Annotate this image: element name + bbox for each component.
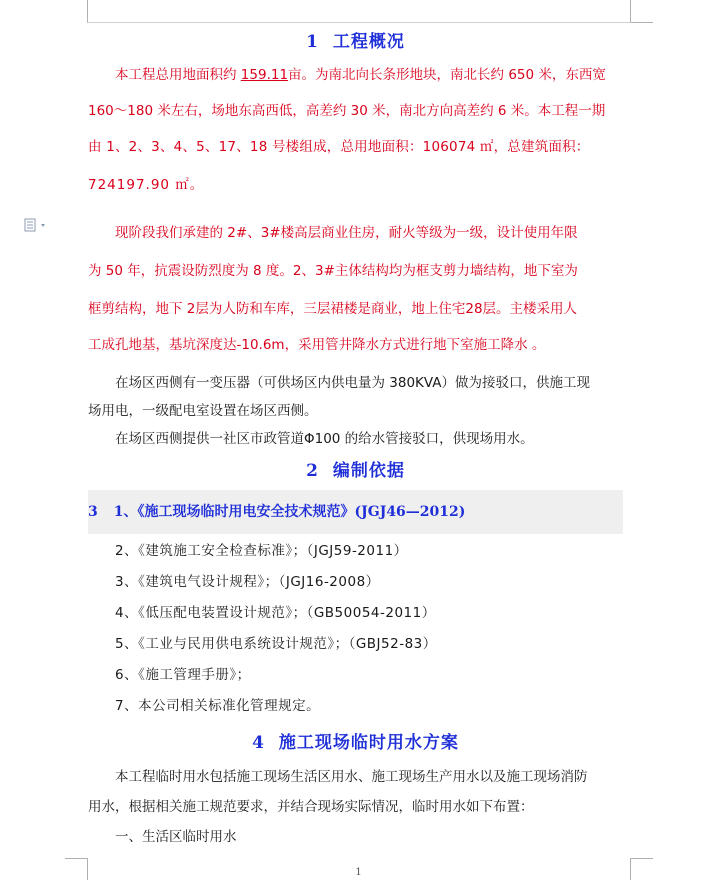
crop-mark-bottom-right-h <box>631 858 653 859</box>
list-item: 7、本公司相关标准化管理规定。 <box>115 698 321 714</box>
list-item: 2、《建筑施工安全检查标准》；（JGJ59-2011） <box>115 543 408 559</box>
crop-mark-top-right <box>630 0 631 22</box>
paragraph-options-icon[interactable] <box>24 218 50 232</box>
overview-line-1: 本工程总用地面积约 159.11亩。为南北向长条形地块，南北长约 650 米，东西宽 <box>115 67 606 83</box>
section-1-title: 工程概况 <box>332 32 405 52</box>
section-2-title: 编制依据 <box>332 461 405 481</box>
overview-p2-line-1: 现阶段我们承建的 2#、3#楼高层商业住房，耐火等级为一级，设计使用年限 <box>115 225 578 241</box>
overview-p2-line-3: 框剪结构，地下 2层为人防和车库，三层裙楼是商业，地上住宅28层。主楼采用人 <box>88 301 578 317</box>
overview-paragraph-2 <box>88 222 623 370</box>
list-item: 3、《建筑电气设计规程》；（JGJ16-2008） <box>115 574 380 590</box>
overview-p2-line-4: 工成孔地基，基坑深度达-10.6m，采用管井降水方式进行地下室施工降水 。 <box>88 337 546 353</box>
water-plan-line-1: 本工程临时用水包括施工现场生活区用水、施工现场生产用水以及施工现场消防 <box>115 769 588 785</box>
overview-paragraph-3 <box>88 372 623 428</box>
living-area-water-heading: 一、生活区临时用水 <box>115 829 237 845</box>
crop-mark-top-left <box>87 0 88 22</box>
section-2-number: 2 <box>306 461 319 481</box>
area-value: 159.11 <box>240 67 289 83</box>
section-2-heading <box>88 456 623 490</box>
basis-item-1-highlight <box>88 490 623 534</box>
page-number: 1 <box>355 867 362 878</box>
section-4-heading <box>88 726 623 760</box>
water-plan-line-2: 用水，根据相关施工规范要求，并结合现场实际情况，临时用水如下布置： <box>88 799 534 815</box>
highlight-text: 1、《施工现场临时用电安全技术规范》(JGJ46—2012) <box>113 504 466 520</box>
document-content <box>88 28 623 852</box>
overview-paragraph-1 <box>88 64 623 214</box>
highlight-heading-number: 3 <box>88 504 98 520</box>
list-item: 5、《工业与民用供电系统设计规范》；（GBJ52-83） <box>115 636 437 652</box>
list-item: 4、《低压配电装置设计规范》；（GB50054-2011） <box>115 605 436 621</box>
overview-line-4: 724197.90 ㎡。 <box>88 177 205 193</box>
overview-line-3: 由 1、2、3、4、5、17、18 号楼组成，总用地面积：106074 ㎡，总建筑面积： <box>88 139 590 155</box>
section-1-number: 1 <box>306 32 319 52</box>
basis-list <box>88 538 623 724</box>
section-4-title: 施工现场临时用水方案 <box>278 733 459 753</box>
overview-paragraph-4: 在场区西侧提供一社区市政管道Φ100 的给水管接驳口，供现场用水。 <box>115 431 534 447</box>
crop-mark-top-line <box>87 22 631 23</box>
section-4-number: 4 <box>252 733 265 753</box>
section-1-heading <box>88 28 623 56</box>
water-plan-paragraph <box>88 764 623 824</box>
crop-mark-bottom-left-h <box>65 858 87 859</box>
crop-mark-top-right-h <box>631 22 653 23</box>
list-item: 6、《施工管理手册》； <box>115 667 251 683</box>
overview-p2-line-2: 为 50 年，抗震设防烈度为 8 度。2、3#主体结构均为框支剪力墙结构，地下室为 <box>88 263 578 279</box>
overview-line-2: 160～180 米左右，场地东高西低，高差约 30 米，南北方向高差约 6 米。本工程一期 <box>88 103 606 119</box>
overview-p3-line-2: 场用电，一级配电室设置在场区西侧。 <box>88 403 318 419</box>
overview-p3-line-1: 在场区西侧有一变压器（可供场区内供电量为 380KVA）做为接驳口，供施工现 <box>115 375 591 391</box>
